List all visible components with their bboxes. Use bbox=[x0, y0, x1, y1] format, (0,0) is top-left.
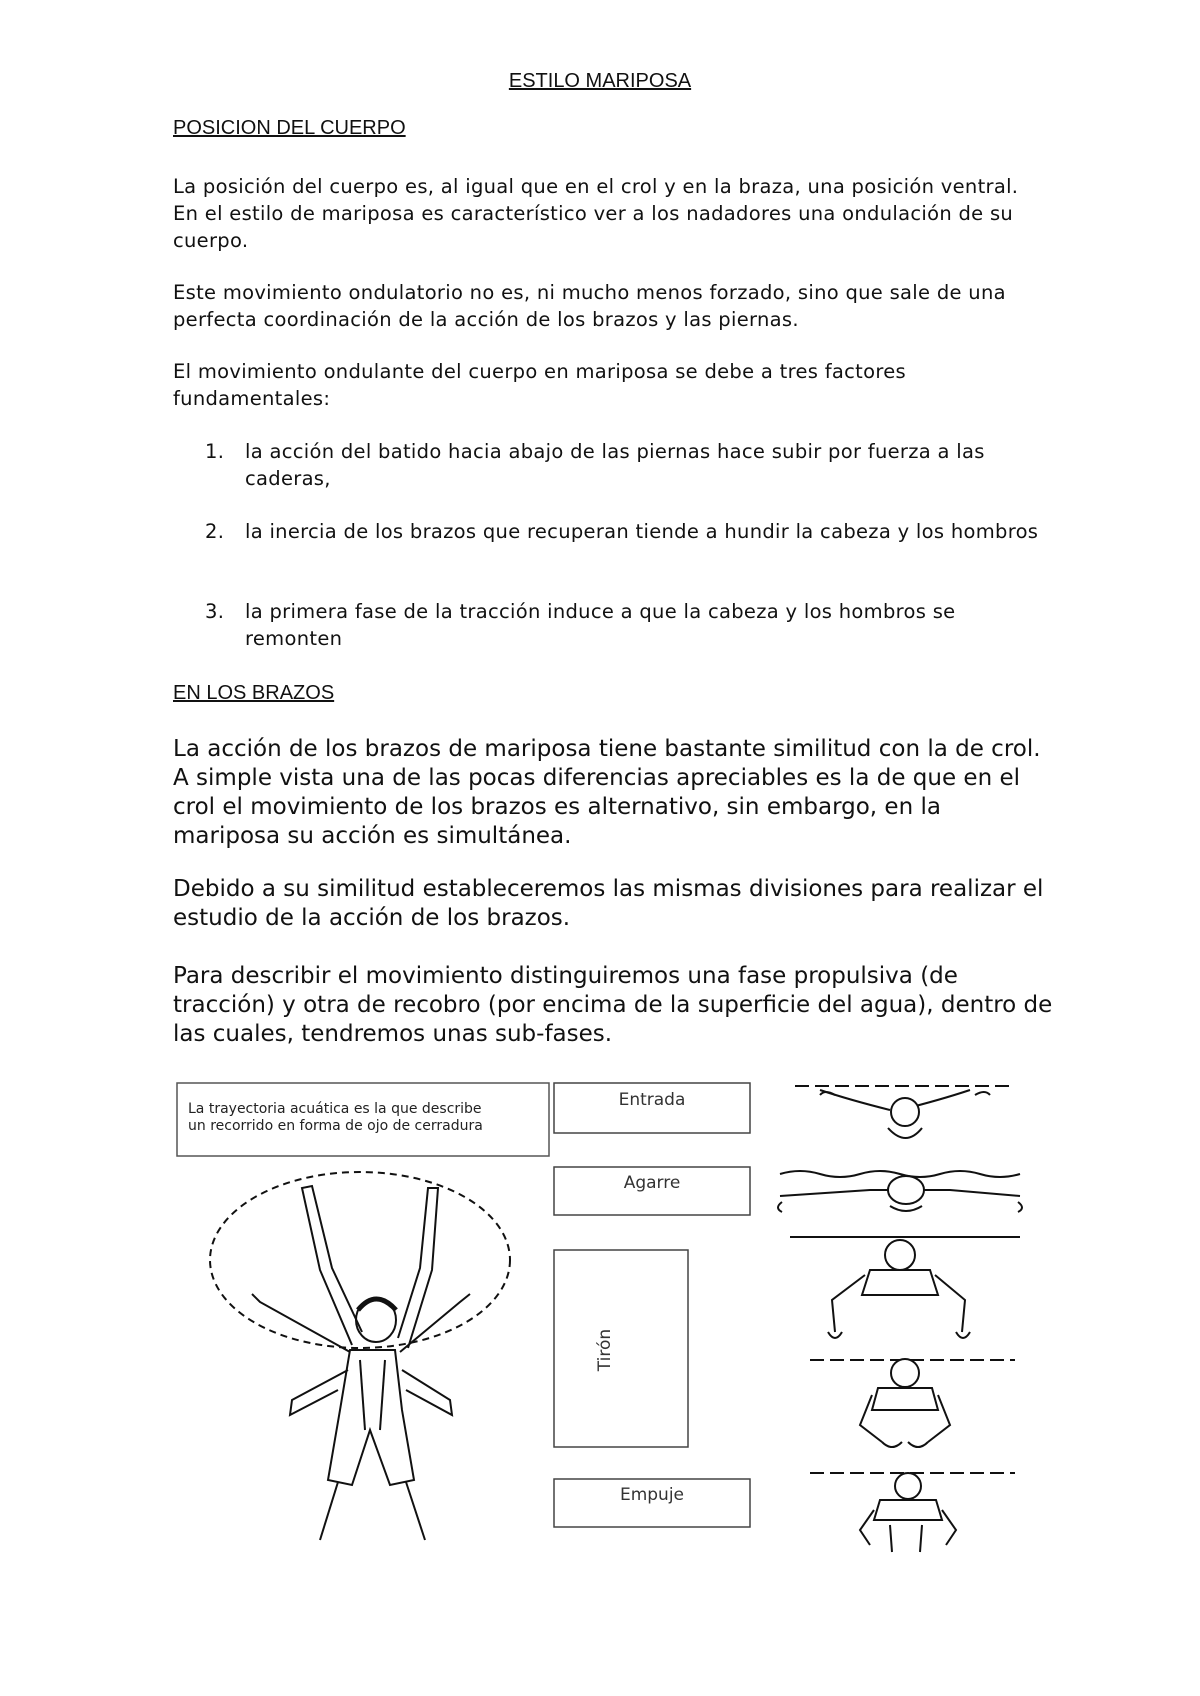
factors-list bbox=[205, 438, 1045, 652]
caption-line-1: La trayectoria acuática es la que describe bbox=[188, 1101, 482, 1117]
list-item bbox=[205, 518, 1045, 598]
section-heading-body-position: POSICION DEL CUERPO bbox=[173, 117, 406, 139]
swimmer-agarre-thumbnail bbox=[778, 1171, 1022, 1212]
butterfly-arm-phases-figure bbox=[170, 1070, 1050, 1560]
paragraph-arms-divisions: Debido a su similitud estableceremos las mismas divisiones para realizar el estudio de la acción de los brazos. bbox=[173, 876, 1044, 931]
section-heading-arms: EN LOS BRAZOS bbox=[173, 682, 335, 704]
list-item bbox=[205, 598, 1045, 652]
swimmer-entrada-thumbnail bbox=[795, 1086, 1015, 1138]
caption-line-2: un recorrido en forma de ojo de cerradura bbox=[188, 1118, 483, 1134]
list-number: 3. bbox=[205, 600, 225, 623]
phase-label-agarre: Agarre bbox=[623, 1173, 681, 1193]
list-text: la acción del batido hacia abajo de las piernas hace subir por fuerza a las caderas, bbox=[245, 440, 985, 490]
phase-label-entrada: Entrada bbox=[618, 1090, 686, 1110]
swimmer-sequence-illustrations bbox=[778, 1086, 1022, 1552]
phase-label-empuje: Empuje bbox=[619, 1485, 685, 1505]
paragraph-arms-action: La acción de los brazos de mariposa tiene bastante similitud con la de crol. A simple vista una de las pocas diferencias apreciables es la de que en el crol el movimiento de los brazos es alternativo, sin embargo, en la mariposa su acción es simultánea. bbox=[173, 736, 1041, 849]
document-title: ESTILO MARIPOSA bbox=[508, 70, 692, 92]
swimmer-pull-thumbnail bbox=[810, 1359, 1015, 1447]
list-item bbox=[205, 438, 1045, 518]
swimmer-tiron-thumbnail bbox=[790, 1237, 1020, 1338]
list-number: 1. bbox=[205, 440, 225, 463]
paragraph-factors-intro: El movimiento ondulante del cuerpo en mariposa se debe a tres factores fundamentales: bbox=[173, 360, 906, 410]
phase-box-tiron bbox=[554, 1250, 688, 1447]
paragraph-undulation: Este movimiento ondulatorio no es, ni mucho menos forzado, sino que sale de una perfecta coordinación de la acción de los brazos y las piernas. bbox=[173, 281, 1006, 331]
swimmer-keyhole-illustration bbox=[210, 1172, 510, 1540]
list-text: la primera fase de la tracción induce a que la cabeza y los hombros se remonten bbox=[245, 600, 956, 650]
phase-label-tiron: Tirón bbox=[595, 1328, 615, 1372]
list-text: la inercia de los brazos que recuperan tiende a hundir la cabeza y los hombros bbox=[245, 520, 1039, 543]
swimmer-empuje-thumbnail bbox=[810, 1473, 1015, 1552]
paragraph-arms-phases: Para describir el movimiento distinguiremos una fase propulsiva (de tracción) y otra de recobro (por encima de la superficie del agua), dentro de las cuales, tendremos unas sub-fases. bbox=[173, 963, 1053, 1047]
paragraph-body-position: La posición del cuerpo es, al igual que en el crol y en la braza, una posición ventral. En el estilo de mariposa es característico ver a los nadadores una ondulación de su cuerpo. bbox=[173, 175, 1019, 252]
list-number: 2. bbox=[205, 520, 225, 543]
